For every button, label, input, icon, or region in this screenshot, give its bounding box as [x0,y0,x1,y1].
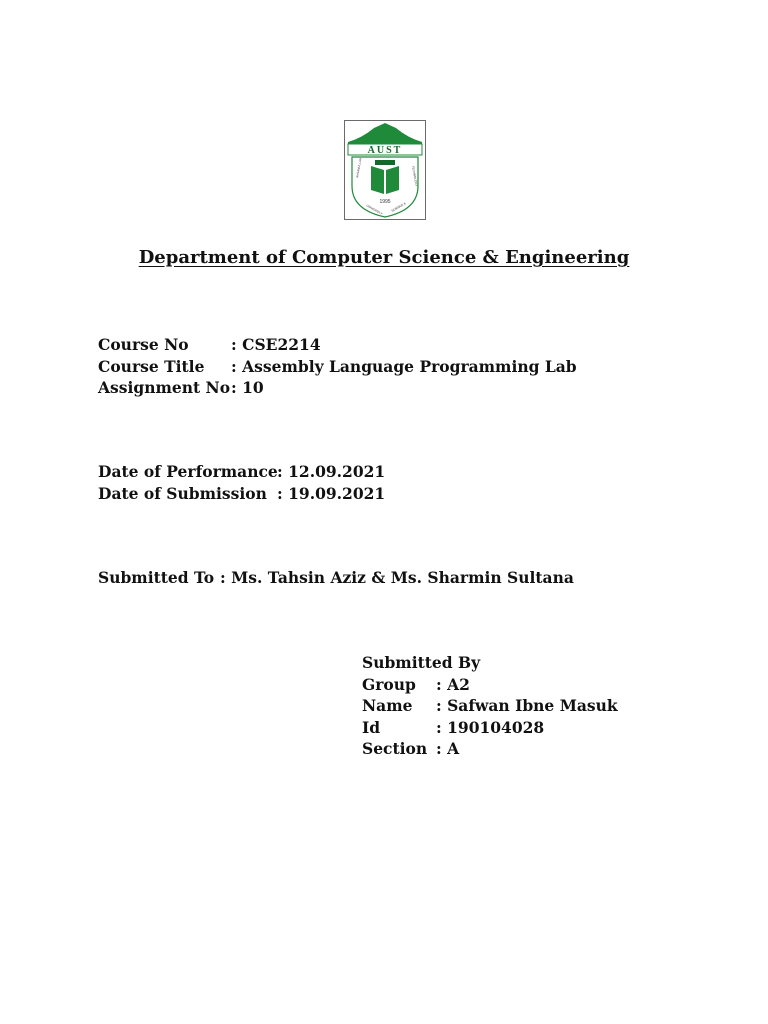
logo-text: AUST [367,145,403,156]
svg-text:AHSANULLAH: AHSANULLAH [355,157,363,179]
svg-text:TECHNOLOGY: TECHNOLOGY [411,165,419,187]
aust-logo [344,120,426,220]
course-title-value: : Assembly Language Programming Lab [231,356,577,376]
submitted-by-heading: Submitted By [362,653,481,672]
course-no-row [98,334,577,356]
id-row [362,717,618,739]
name-row [362,695,618,717]
assignment-no-label: Assignment No [98,378,231,397]
course-no-label: Course No [98,335,189,354]
department-title: Department of Computer Science & Engineering [138,247,630,268]
course-title-label: Course Title [98,356,205,376]
group-label: Group [362,674,416,694]
date-of-performance-value: : 12.09.2021 [277,462,386,481]
logo-year: 1995 [379,199,391,205]
course-info [98,334,577,399]
submitted-to-label: Submitted To [98,568,215,587]
date-of-performance-row [98,461,385,483]
date-of-submission-row [98,483,385,505]
course-title-row [98,356,577,378]
group-value: : A2 [436,674,470,694]
svg-text:SCIENCE &: SCIENCE & [390,201,407,213]
section-row [362,738,618,760]
section-value: : A [436,739,460,758]
date-of-submission-value: : 19.09.2021 [277,483,386,503]
group-row [362,674,618,696]
id-value: : 190104028 [436,717,545,737]
assignment-no-row [98,377,577,399]
date-of-performance-label: Date of Performance [98,462,278,481]
name-value: : Safwan Ibne Masuk [436,696,618,715]
date-of-submission-label: Date of Submission [98,483,267,503]
submitted-to-info [98,567,574,589]
submitted-to-value: : Ms. Tahsin Aziz & Ms. Sharmin Sultana [220,568,574,587]
section-label: Section [362,739,428,758]
submitted-to-row [98,567,574,589]
name-label: Name [362,696,413,715]
submitted-by-info [362,652,618,760]
assignment-no-value: : 10 [231,378,264,397]
dates-info [98,461,385,504]
svg-text:UNIVERSITY: UNIVERSITY [365,203,384,216]
course-no-value: : CSE2214 [231,335,321,354]
id-label: Id [362,717,381,737]
